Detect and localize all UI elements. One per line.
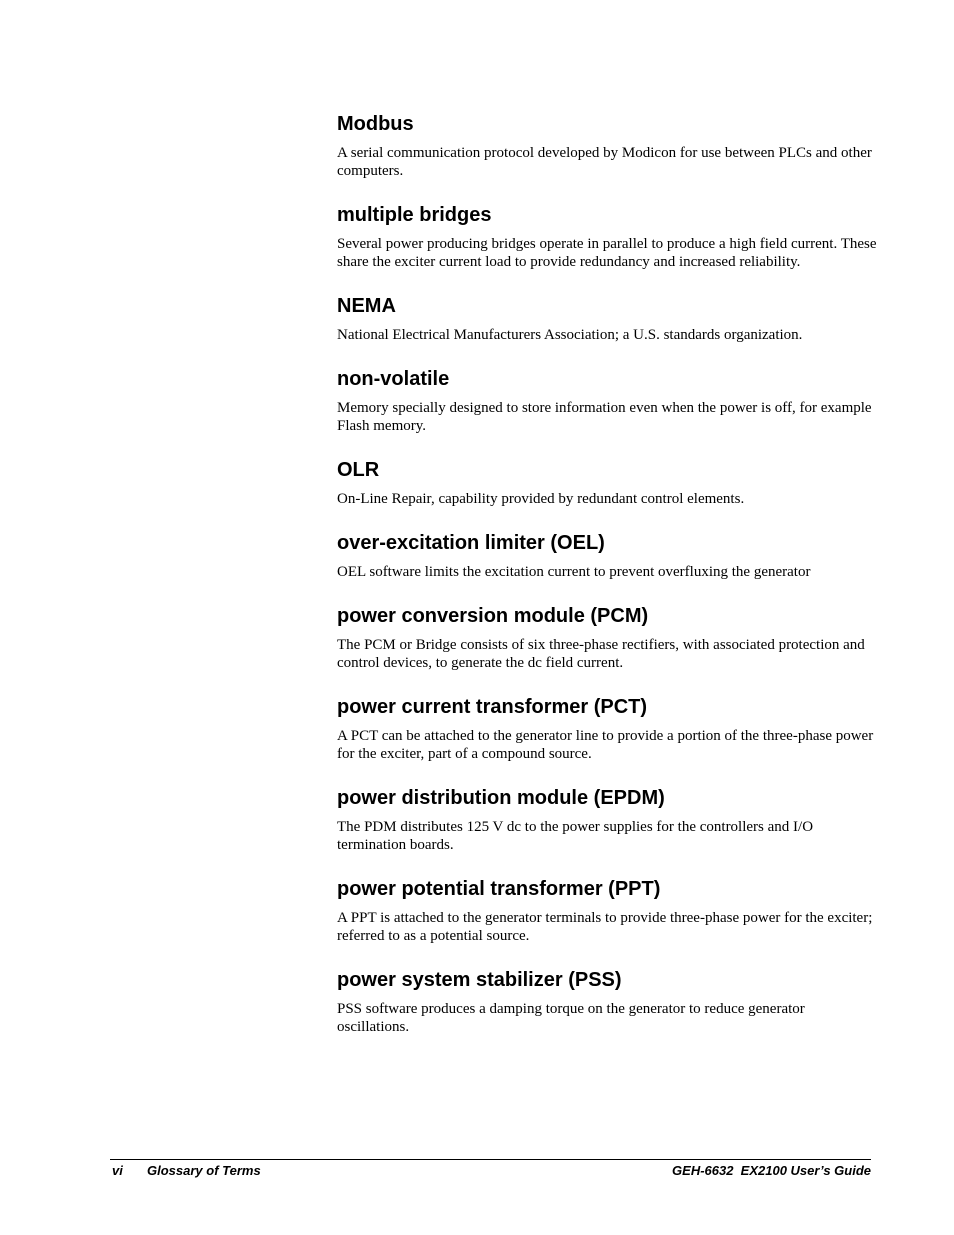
glossary-term: power potential transformer (PPT): [337, 878, 661, 900]
glossary-definition: On-Line Repair, capability provided by redundant control elements.: [337, 491, 745, 507]
glossary-definition: Several power producing bridges operate in parallel to produce a high field current. These share the exciter current load to provide redundancy and increased reliability.: [337, 236, 877, 270]
glossary-term: multiple bridges: [337, 204, 492, 226]
glossary-entry-olr: [337, 458, 877, 508]
page-footer: [112, 1162, 871, 1180]
glossary-definition: National Electrical Manufacturers Association; a U.S. standards organization.: [337, 327, 803, 343]
glossary-term: OLR: [337, 459, 380, 481]
glossary-entry-pcm: [337, 604, 877, 672]
glossary-entry-oel: [337, 531, 877, 581]
glossary-term: power distribution module (EPDM): [337, 787, 665, 809]
glossary-entry-multiple-bridges: [337, 203, 877, 271]
glossary-term: power system stabilizer (PSS): [337, 969, 622, 991]
glossary-entry-ppt: [337, 877, 877, 945]
glossary-definition: The PCM or Bridge consists of six three-phase rectifiers, with associated protection and control devices, to generate the dc field current.: [337, 637, 865, 671]
glossary-definition: A PCT can be attached to the generator line to provide a portion of the three-phase power for the exciter, part of a compound source.: [337, 728, 874, 762]
glossary-entry-non-volatile: [337, 367, 877, 435]
glossary-term: power conversion module (PCM): [337, 605, 649, 627]
glossary-definition: PSS software produces a damping torque on the generator to reduce generator oscillations.: [337, 1001, 805, 1035]
glossary-term: power current transformer (PCT): [337, 696, 648, 718]
footer-divider: [110, 1159, 871, 1160]
glossary-content: [337, 112, 877, 1059]
glossary-entry-modbus: [337, 112, 877, 180]
page-number: vi: [112, 1163, 123, 1178]
glossary-definition: A serial communication protocol developed by Modicon for use between PLCs and other computers.: [337, 145, 872, 179]
glossary-term: non-volatile: [337, 368, 450, 390]
glossary-entry-epdm: [337, 786, 877, 854]
section-title: Glossary of Terms: [147, 1163, 261, 1178]
glossary-definition: Memory specially designed to store information even when the power is off, for example Flash memory.: [337, 400, 872, 434]
glossary-entry-nema: [337, 294, 877, 344]
glossary-entry-pct: [337, 695, 877, 763]
glossary-term: Modbus: [337, 113, 414, 135]
glossary-definition: A PPT is attached to the generator terminals to provide three-phase power for the exciter; referred to as a potential source.: [337, 910, 873, 944]
glossary-term: over-excitation limiter (OEL): [337, 532, 605, 554]
glossary-definition: The PDM distributes 125 V dc to the power supplies for the controllers and I/O termination boards.: [337, 819, 814, 853]
glossary-term: NEMA: [337, 295, 396, 317]
glossary-entry-pss: [337, 968, 877, 1036]
document-title: GEH-6632 EX2100 User’s Guide: [672, 1163, 871, 1178]
glossary-definition: OEL software limits the excitation current to prevent overfluxing the generator: [337, 564, 811, 580]
